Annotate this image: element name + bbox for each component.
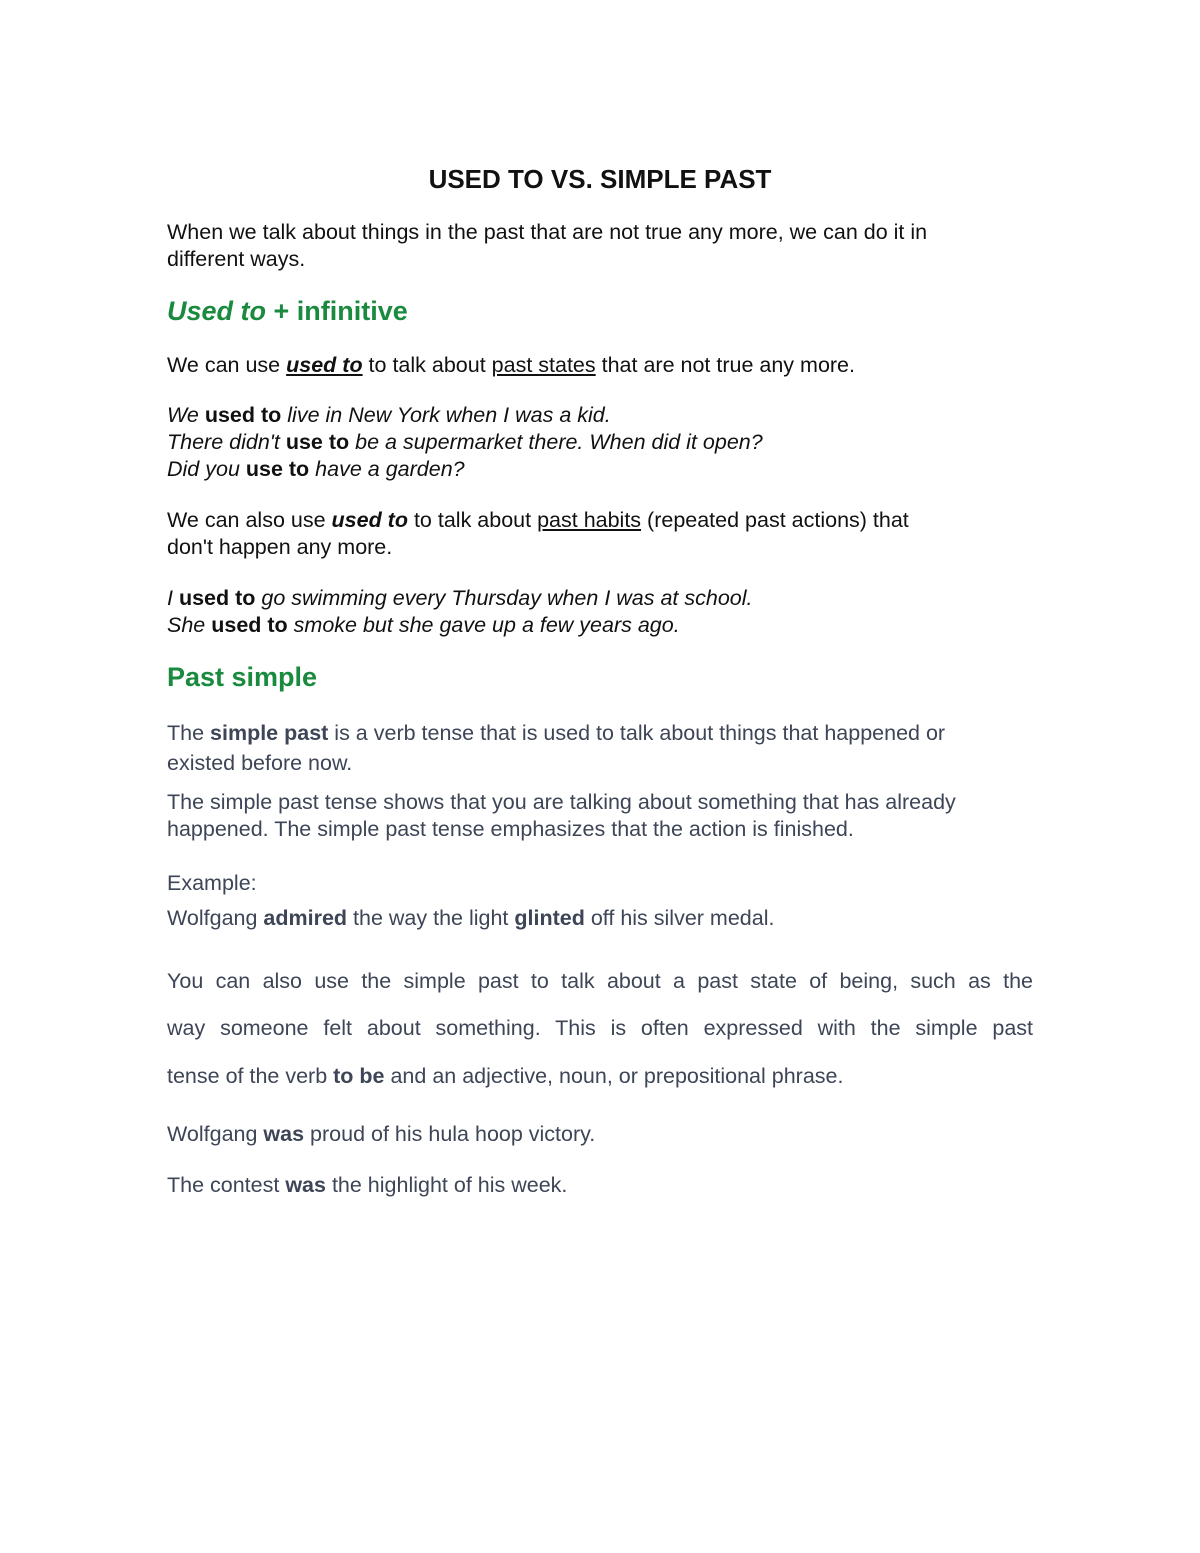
text-run: There didn't (167, 430, 286, 454)
example-sentence (167, 905, 774, 932)
keyword-admired: admired (263, 906, 348, 930)
past-simple-tense-line-1: The simple past tense shows that you are talking about something that has already (167, 790, 956, 814)
text-run: Wolfgang (167, 1122, 264, 1146)
text-run: I (167, 586, 179, 610)
term-past-states: past states (491, 353, 596, 377)
page-title: USED TO VS. SIMPLE PAST (428, 164, 772, 194)
used-to-habits-paragraph (167, 507, 909, 534)
text-run: The contest (167, 1173, 286, 1197)
used-to-habits-paragraph-line-2: don't happen any more. (167, 535, 393, 559)
keyword-to-be: to be (333, 1064, 385, 1088)
term-past-habits: past habits (537, 508, 642, 532)
text-run: We can also use (167, 508, 332, 532)
keyword: used to (178, 586, 256, 610)
text-run: have a garden? (309, 457, 465, 481)
keyword-glinted: glinted (514, 906, 585, 930)
keyword-was: was (263, 1122, 305, 1146)
text-run: (repeated past actions) that (641, 508, 909, 532)
text-run: off his silver medal. (584, 906, 775, 930)
keyword-used-to: used to (286, 353, 363, 377)
example-sentence (167, 456, 465, 483)
text-run: the highlight of his week. (325, 1173, 568, 1197)
example-sentence (167, 1172, 567, 1199)
intro-line-2: different ways. (167, 247, 306, 271)
text-run: proud of his hula hoop victory. (304, 1122, 596, 1146)
text-run: go swimming every Thursday when I was at school. (255, 586, 753, 610)
past-simple-tense-line-2: happened. The simple past tense emphasizes that the action is finished. (167, 817, 854, 841)
text-run: She (167, 613, 212, 637)
used-to-states-paragraph (167, 352, 855, 379)
keyword-used-to: used to (331, 508, 408, 532)
text-run: Wolfgang (167, 906, 264, 930)
keyword: used to (204, 403, 282, 427)
example-sentence (167, 585, 753, 612)
section-heading-past-simple: Past simple (167, 662, 318, 692)
keyword-simple-past: simple past (210, 721, 329, 745)
intro-line-1: When we talk about things in the past that are not true any more, we can do it in (167, 220, 928, 244)
keyword: use to (285, 430, 350, 454)
text-run: the way the light (347, 906, 515, 930)
example-sentence (167, 402, 611, 429)
heading-emphasis: Used to (167, 296, 267, 326)
text-run: that are not true any more. (595, 353, 855, 377)
section-heading-used-to (167, 295, 408, 327)
text-run: live in New York when I was a kid. (281, 403, 611, 427)
example-sentence (167, 1121, 595, 1148)
keyword: used to (211, 613, 288, 637)
text-run: smoke but she gave up a few years ago. (287, 613, 680, 637)
text-run: to talk about (362, 353, 492, 377)
text-run: is a verb tense that is used to talk about things that happened or (328, 721, 946, 745)
text-run: and an adjective, noun, or prepositional phrase. (384, 1064, 844, 1088)
example-label: Example: (167, 871, 257, 895)
heading-rest: + infinitive (266, 296, 408, 326)
state-of-being-line-3 (167, 1063, 843, 1090)
text-run: be a supermarket there. When did it open? (349, 430, 763, 454)
state-of-being-line-1: You can also use the simple past to talk about a past state of being, such as the (167, 969, 1033, 993)
text-run: We can use (167, 353, 287, 377)
text-run: Did you (167, 457, 246, 481)
past-simple-definition-line-2: existed before now. (167, 751, 353, 775)
keyword-was: was (285, 1173, 326, 1197)
text-run: to talk about (407, 508, 538, 532)
example-sentence (167, 429, 763, 456)
past-simple-definition (167, 720, 945, 747)
state-of-being-line-2: way someone felt about something. This is often expressed with the simple past (167, 1016, 1033, 1040)
text-run: The (167, 721, 211, 745)
keyword: use to (245, 457, 310, 481)
example-sentence (167, 612, 680, 639)
text-run: tense of the verb (167, 1064, 334, 1088)
text-run: We (167, 403, 205, 427)
